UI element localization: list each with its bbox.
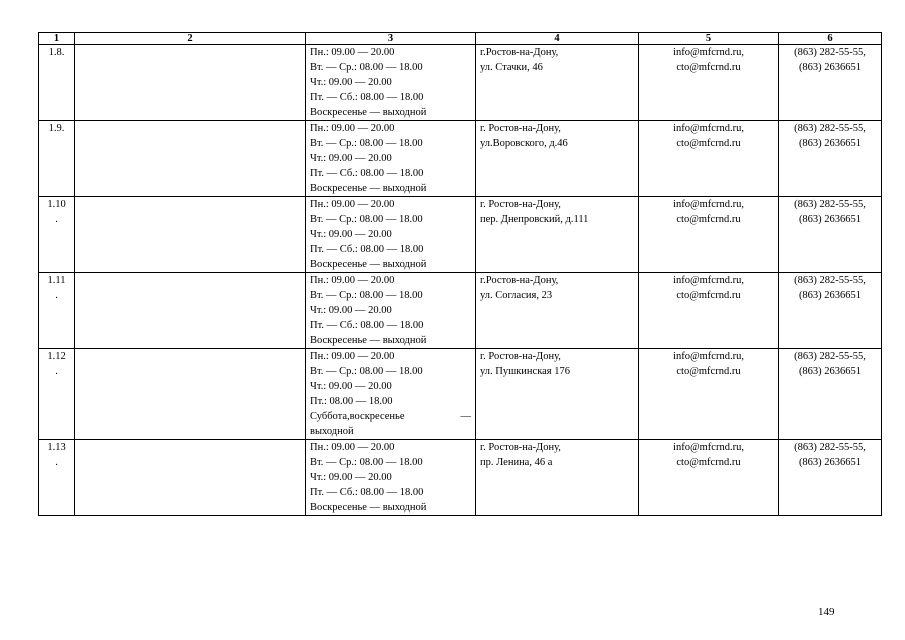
row-number: 1.13 <box>47 442 66 453</box>
schedule-line: Пн.: 09.00 — 20.00 <box>310 351 395 362</box>
schedule-line: Пт. — Сб.: 08.00 — 18.00 <box>310 168 424 179</box>
schedule-line: Воскресенье — выходной <box>310 335 427 346</box>
schedule-line-part: Суббота,воскресенье <box>310 411 405 422</box>
phone-line: (863) 282-55-55, <box>794 199 866 210</box>
table-row <box>39 45 882 121</box>
email-cell <box>639 197 779 273</box>
schedule-line: Вт. — Ср.: 08.00 — 18.00 <box>310 366 423 377</box>
schedule-cell <box>306 273 476 349</box>
phone-line: (863) 2636651 <box>798 62 862 73</box>
office-name-cell <box>75 440 306 516</box>
address-line: г.Ростов-на-Дону, <box>480 275 559 286</box>
row-number: 1.9. <box>48 123 65 134</box>
phone-cell <box>779 349 882 440</box>
email-line: cto@mfcrnd.ru <box>676 62 741 73</box>
address-line: пер. Днепровский, д.111 <box>480 214 589 225</box>
schedule-line: Пн.: 09.00 — 20.00 <box>310 123 395 134</box>
phone-cell <box>779 440 882 516</box>
address-line: г. Ростов-на-Дону, <box>480 199 561 210</box>
schedule-line: Чт.: 09.00 — 20.00 <box>310 77 392 88</box>
phone-line: (863) 282-55-55, <box>794 47 866 58</box>
address-line: г. Ростов-на-Дону, <box>480 442 561 453</box>
address-line: ул. Стачки, 46 <box>480 62 543 73</box>
phone-line: (863) 2636651 <box>798 138 862 149</box>
address-line: ул. Пушкинская 176 <box>480 366 571 377</box>
address-cell <box>476 349 639 440</box>
email-cell <box>639 45 779 121</box>
schedule-cell <box>306 121 476 197</box>
mfc-offices-table <box>38 32 882 516</box>
row-number-dot: . <box>55 290 58 301</box>
phone-cell <box>779 45 882 121</box>
row-number-cell <box>39 197 75 273</box>
address-line: г.Ростов-на-Дону, <box>480 47 559 58</box>
row-number: 1.11 <box>47 275 66 286</box>
schedule-line: Чт.: 09.00 — 20.00 <box>310 153 392 164</box>
office-name-cell <box>75 197 306 273</box>
email-cell <box>639 349 779 440</box>
page-number: 149 <box>818 606 835 618</box>
phone-line: (863) 282-55-55, <box>794 442 866 453</box>
phone-line: (863) 282-55-55, <box>794 351 866 362</box>
phone-line: (863) 2636651 <box>798 366 862 377</box>
schedule-line: Вт. — Ср.: 08.00 — 18.00 <box>310 457 423 468</box>
row-number: 1.12 <box>47 351 66 362</box>
phone-cell <box>779 273 882 349</box>
table-row <box>39 273 882 349</box>
address-cell <box>476 440 639 516</box>
schedule-line: Вт. — Ср.: 08.00 — 18.00 <box>310 138 423 149</box>
header-col-2: 2 <box>75 33 306 45</box>
office-name-cell <box>75 349 306 440</box>
schedule-line: Пн.: 09.00 — 20.00 <box>310 47 395 58</box>
email-line: cto@mfcrnd.ru <box>676 138 741 149</box>
row-number-dot: . <box>55 214 58 225</box>
row-number-cell <box>39 440 75 516</box>
email-line: info@mfcrnd.ru, <box>673 123 744 134</box>
schedule-cell <box>306 440 476 516</box>
address-line: г. Ростов-на-Дону, <box>480 123 561 134</box>
schedule-line: Чт.: 09.00 — 20.00 <box>310 472 392 483</box>
row-number-dot: . <box>55 366 58 377</box>
email-line: cto@mfcrnd.ru <box>676 366 741 377</box>
schedule-line: Вт. — Ср.: 08.00 — 18.00 <box>310 290 423 301</box>
schedule-line: выходной <box>310 426 354 437</box>
email-line: info@mfcrnd.ru, <box>673 199 744 210</box>
phone-line: (863) 2636651 <box>798 290 862 301</box>
phone-line: (863) 2636651 <box>798 457 862 468</box>
schedule-line: Вт. — Ср.: 08.00 — 18.00 <box>310 214 423 225</box>
header-col-5: 5 <box>639 33 779 45</box>
address-line: г. Ростов-на-Дону, <box>480 351 561 362</box>
office-name-cell <box>75 121 306 197</box>
email-line: cto@mfcrnd.ru <box>676 214 741 225</box>
row-number-cell <box>39 273 75 349</box>
schedule-line: Воскресенье — выходной <box>310 107 427 118</box>
email-line: cto@mfcrnd.ru <box>676 290 741 301</box>
phone-cell <box>779 197 882 273</box>
row-number-cell <box>39 349 75 440</box>
table-row <box>39 349 882 440</box>
schedule-line: Пт. — Сб.: 08.00 — 18.00 <box>310 244 424 255</box>
address-cell <box>476 273 639 349</box>
row-number-dot: . <box>55 457 58 468</box>
schedule-line: Пн.: 09.00 — 20.00 <box>310 199 395 210</box>
address-cell <box>476 45 639 121</box>
schedule-line: Пт. — Сб.: 08.00 — 18.00 <box>310 92 424 103</box>
schedule-cell <box>306 45 476 121</box>
schedule-cell <box>306 197 476 273</box>
email-line: info@mfcrnd.ru, <box>673 351 744 362</box>
schedule-line: Воскресенье — выходной <box>310 502 427 513</box>
address-cell <box>476 197 639 273</box>
email-cell <box>639 273 779 349</box>
office-name-cell <box>75 273 306 349</box>
schedule-line: Чт.: 09.00 — 20.00 <box>310 229 392 240</box>
schedule-cell <box>306 349 476 440</box>
table-body <box>39 45 882 516</box>
header-row <box>39 33 882 45</box>
schedule-line-part: — <box>460 411 471 422</box>
schedule-line: Пн.: 09.00 — 20.00 <box>310 442 395 453</box>
header-col-6: 6 <box>779 33 882 45</box>
table-row <box>39 197 882 273</box>
table-row <box>39 121 882 197</box>
row-number-cell <box>39 45 75 121</box>
office-name-cell <box>75 45 306 121</box>
schedule-line: Пт. — Сб.: 08.00 — 18.00 <box>310 320 424 331</box>
schedule-line: Пн.: 09.00 — 20.00 <box>310 275 395 286</box>
phone-cell <box>779 121 882 197</box>
email-line: info@mfcrnd.ru, <box>673 47 744 58</box>
phone-line: (863) 282-55-55, <box>794 123 866 134</box>
schedule-line: Чт.: 09.00 — 20.00 <box>310 381 392 392</box>
header-col-3: 3 <box>306 33 476 45</box>
address-line: ул. Согласия, 23 <box>480 290 553 301</box>
address-cell <box>476 121 639 197</box>
email-line: cto@mfcrnd.ru <box>676 457 741 468</box>
email-cell <box>639 440 779 516</box>
table-row <box>39 440 882 516</box>
schedule-line <box>310 409 471 424</box>
header-col-4: 4 <box>476 33 639 45</box>
schedule-line: Чт.: 09.00 — 20.00 <box>310 305 392 316</box>
email-line: info@mfcrnd.ru, <box>673 275 744 286</box>
phone-line: (863) 2636651 <box>798 214 862 225</box>
schedule-line: Пт. — Сб.: 08.00 — 18.00 <box>310 487 424 498</box>
address-line: ул.Воровского, д.46 <box>480 138 568 149</box>
email-line: info@mfcrnd.ru, <box>673 442 744 453</box>
phone-line: (863) 282-55-55, <box>794 275 866 286</box>
row-number: 1.10 <box>47 199 66 210</box>
header-col-1: 1 <box>39 33 75 45</box>
schedule-line: Пт.: 08.00 — 18.00 <box>310 396 393 407</box>
address-line: пр. Ленина, 46 а <box>480 457 553 468</box>
row-number: 1.8. <box>48 47 65 58</box>
schedule-line: Вт. — Ср.: 08.00 — 18.00 <box>310 62 423 73</box>
row-number-cell <box>39 121 75 197</box>
schedule-line: Воскресенье — выходной <box>310 183 427 194</box>
email-cell <box>639 121 779 197</box>
schedule-line: Воскресенье — выходной <box>310 259 427 270</box>
